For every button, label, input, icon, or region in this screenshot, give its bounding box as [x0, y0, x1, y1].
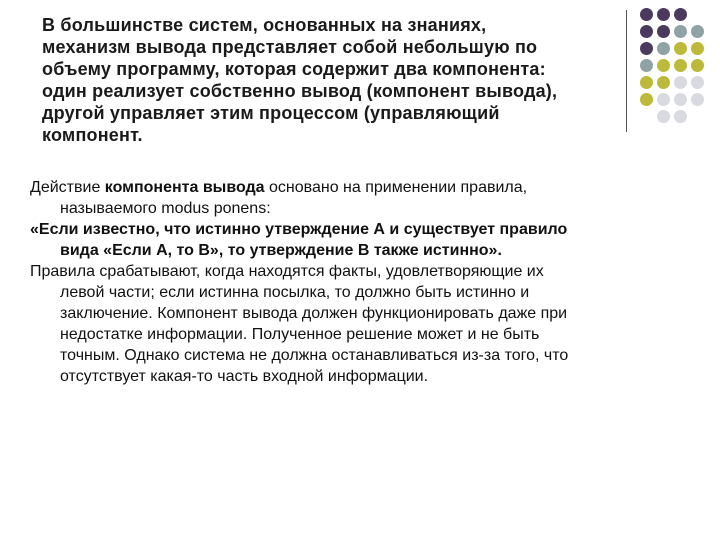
decorative-dot	[657, 59, 670, 72]
decorative-dot	[657, 76, 670, 89]
title-line: компонент.	[42, 125, 143, 145]
vertical-divider	[626, 10, 627, 132]
decorative-dot	[691, 25, 704, 38]
body-text	[30, 177, 712, 387]
paragraph-3-line: заключение. Компонент вывода должен функционировать даже при	[60, 305, 568, 322]
text-run: основано на применении правила,	[264, 179, 528, 196]
decorative-dot	[674, 110, 687, 123]
decorative-dot	[640, 8, 653, 21]
paragraph-3-line: отсутствует какая-то часть входной информации.	[60, 368, 429, 385]
decorative-dot	[674, 93, 687, 106]
decorative-dot	[657, 110, 670, 123]
paragraph-1-line-1	[30, 177, 712, 198]
text-run: Действие	[30, 179, 105, 196]
decorative-dot	[640, 59, 653, 72]
decorative-dot	[691, 93, 704, 106]
decorative-dot	[691, 42, 704, 55]
decorative-dot	[691, 76, 704, 89]
paragraph-2-line-2: вида «Если А, то В», то утверждение В также истинно».	[60, 242, 502, 259]
paragraph-3-line: левой части; если истинна посылка, то должно быть истинно и	[60, 284, 530, 301]
decorative-dot	[674, 59, 687, 72]
decorative-dot	[674, 8, 687, 21]
decorative-dot	[640, 42, 653, 55]
title-line: объему программу, которая содержит два компонента:	[42, 59, 546, 79]
paragraph-2-line-1: «Если известно, что истинно утверждение А и существует правило	[30, 221, 568, 238]
decorative-dot-grid	[640, 8, 720, 128]
title-line: другой управляет этим процессом (управляющий	[42, 103, 500, 123]
paragraph-1-line-2: называемого modus ponens:	[60, 200, 271, 217]
decorative-dot	[640, 93, 653, 106]
paragraph-3-line: недостатке информации. Полученное решение может и не быть	[60, 326, 540, 343]
decorative-dot	[674, 76, 687, 89]
decorative-dot	[657, 25, 670, 38]
decorative-dot	[657, 93, 670, 106]
slide-title	[42, 14, 612, 146]
decorative-dot	[640, 25, 653, 38]
decorative-dot	[674, 25, 687, 38]
decorative-dot	[640, 76, 653, 89]
title-line: В большинстве систем, основанных на знаниях,	[42, 15, 487, 35]
title-line: механизм вывода представляет собой небольшую по	[42, 37, 538, 57]
decorative-dot	[674, 42, 687, 55]
decorative-dot	[657, 42, 670, 55]
decorative-dot	[691, 59, 704, 72]
title-line: один реализует собственно вывод (компонент вывода),	[42, 81, 558, 101]
decorative-dot	[657, 8, 670, 21]
paragraph-3-line: точным. Однако система не должна останавливаться из-за того, что	[60, 347, 569, 364]
paragraph-3-line: Правила срабатывают, когда находятся факты, удовлетворяющие их	[30, 263, 544, 280]
bold-term: компонента вывода	[104, 179, 265, 196]
